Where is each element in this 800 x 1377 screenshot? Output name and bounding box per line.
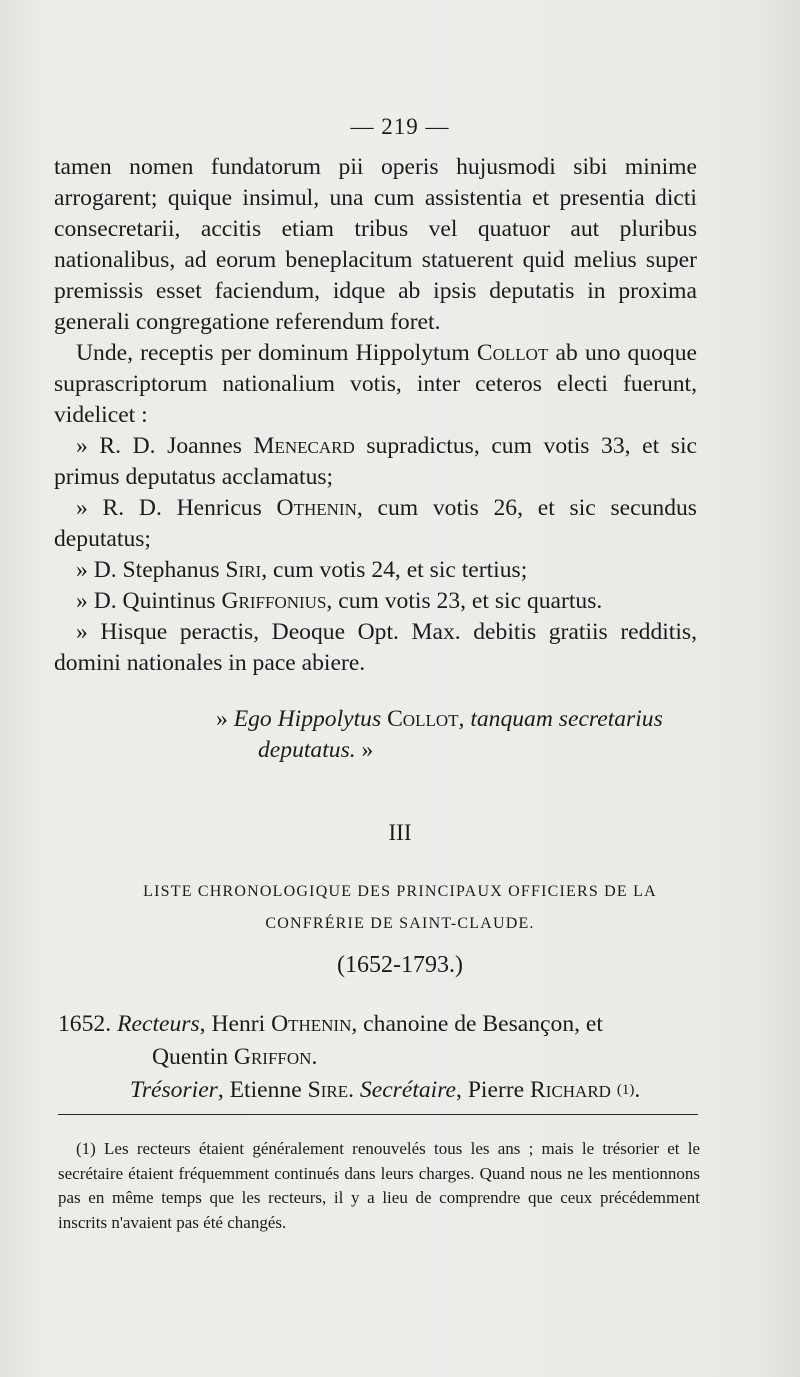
main-text [54, 152, 697, 679]
paragraph-1: tamen nomen fundatorum pii operis hujusmodi sibi minime arrogarent; quique insimul, una cum assistentia et presentia dicti consecretarii, accitis etiam tribus vel quatuor aut pluribus nationalibus, ad eorum beneplacitum statuerent quid melius super premissis esset faciendum, idque ab ipsis deputatis in proxima generali congregatione referendum foret. [54, 154, 697, 335]
person-name: Griffon [233, 1044, 312, 1070]
paragraph-2: Unde, receptis per dominum Hippolytum Collot ab uno quoque suprascriptorum nationalium votis, inter ceteros electi fuerunt, videlicet : [54, 340, 697, 428]
paragraph-3: » R. D. Joannes Menecard supradictus, cum votis 33, et sic primus deputatus acclamatus; [54, 433, 697, 490]
section-number: III [388, 820, 412, 845]
person-name: Othenin [276, 495, 357, 521]
person-name: Menecard [253, 433, 355, 459]
page-number: — 219 — [350, 114, 450, 139]
person-name: Collot [476, 340, 549, 366]
entry-year: 1652. [58, 1011, 112, 1037]
person-name: Siri [225, 557, 262, 583]
paragraph-7: » Hisque peractis, Deoque Opt. Max. debitis gratiis redditis, domini nationales in pace abiere. [54, 619, 697, 676]
footnote-reference: (1) [616, 1082, 635, 1098]
paragraph-4: » R. D. Henricus Othenin, cum votis 26, et sic secundus deputatus; [54, 495, 697, 552]
person-name: Richard [530, 1077, 611, 1103]
paragraph-5: » D. Stephanus Siri, cum votis 24, et sic tertius; [76, 557, 528, 583]
date-range: (1652-1793.) [337, 952, 463, 978]
person-name: Othenin [271, 1011, 352, 1037]
person-name: Sire [307, 1077, 349, 1103]
person-name: Collot [387, 706, 459, 732]
section-title: LISTE CHRONOLOGIQUE DES PRINCIPAUX OFFICIERS DE LA CONFRÉRIE DE SAINT-CLAUDE. [143, 883, 657, 932]
paragraph-6: » D. Quintinus Griffonius, cum votis 23, et sic quartus. [76, 588, 603, 614]
signature-block: » Ego Hippolytus Collot, tanquam secretarius deputatus. » [216, 706, 663, 763]
footnote-divider [58, 1114, 698, 1115]
footnote: (1) Les recteurs étaient généralement renouvelés tous les ans ; mais le trésorier et le secrétaire étaient fréquemment continués dans leurs charges. Quand nous ne les mentionnons pas en même temps que les recteurs, il y a lieu de comprendre que ceux précédemment inscrits n'avaient pas été changés. [58, 1139, 700, 1232]
officer-entry: 1652. Recteurs, Henri Othenin, chanoine de Besançon, et Quentin Griffon. Trésorier, Etienne Sire. Secrétaire, Pierre Richard $^{(1)}$. [58, 1011, 641, 1103]
person-name: Griffonius [221, 588, 327, 614]
